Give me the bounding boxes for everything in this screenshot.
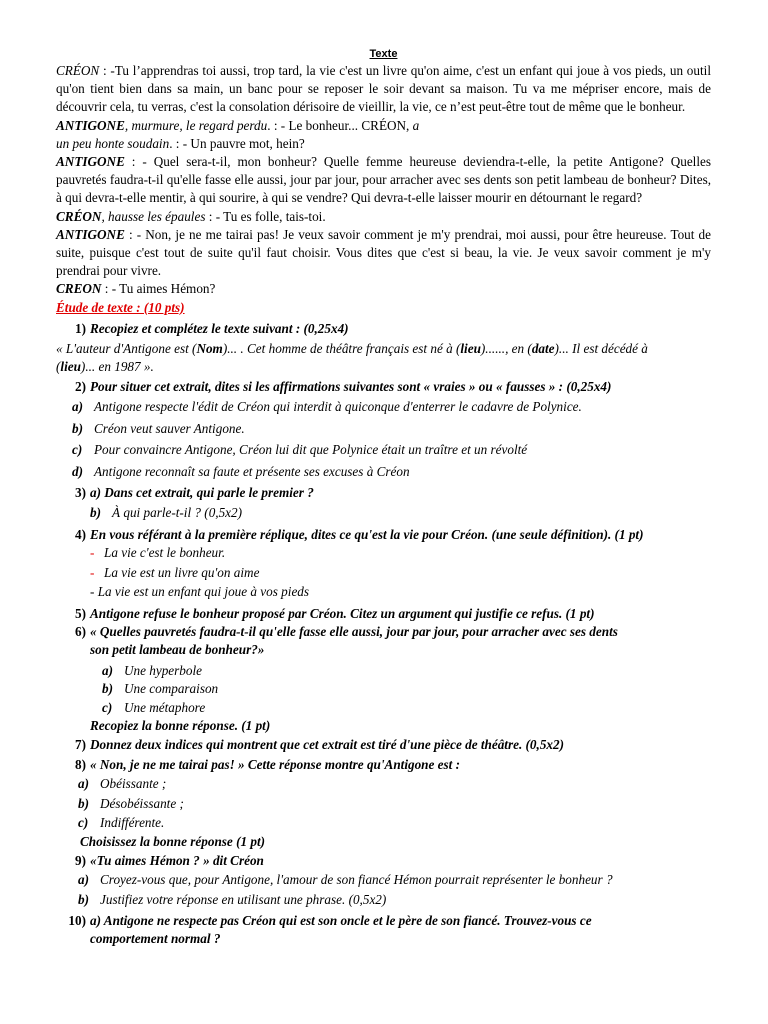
question-2-option-d: [56, 461, 711, 483]
question-number: 8): [75, 757, 86, 773]
question-6-option-a: [56, 662, 711, 681]
question-4-item-1: [56, 544, 711, 562]
study-heading: Étude de texte : (10 pts): [56, 299, 185, 315]
question-5: [56, 605, 711, 623]
text-paragraph-5: [56, 226, 711, 281]
question-3-part-b: [56, 502, 711, 524]
option-text: Antigone reconnaît sa faute et présente ses excuses à Créon: [94, 463, 410, 479]
stage-direction: , hausse les épaules: [101, 208, 206, 224]
option-text: À qui parle-t-il ? (0,5x2): [112, 505, 243, 521]
question-4-item-3: [56, 583, 711, 601]
fill-part: )... . Cet homme de théâtre français est né à (: [222, 340, 461, 356]
instruction-text: Choisissez la bonne réponse (1 pt): [80, 833, 266, 849]
question-1-fill-text: [56, 340, 711, 376]
stage-direction: , murmure, le regard perdu: [124, 117, 268, 133]
question-number: 7): [75, 737, 86, 753]
fill-part: )... Il est décédé à: [554, 340, 648, 356]
option-text: Indifférente.: [100, 815, 165, 831]
speaker-antigone: ANTIGONE: [56, 154, 125, 170]
option-label: a): [78, 871, 89, 887]
document-page: [56, 48, 711, 948]
question-10-continued: [56, 930, 711, 948]
fill-blank: Nom: [196, 340, 223, 356]
text-paragraph-4: [56, 208, 711, 226]
text-paragraph-2: [56, 117, 711, 153]
question-text: En vous référant à la première réplique, dites ce qu'est la vie pour Créon. (une seule définition). (1 pt): [90, 526, 644, 542]
bullet-dash: -: [90, 544, 95, 560]
list-item: La vie c'est le bonheur.: [104, 544, 226, 560]
text-paragraph-3: [56, 153, 711, 208]
question-7: [56, 736, 711, 754]
fill-part: )......, en (: [480, 340, 532, 356]
question-2-option-b: [56, 418, 711, 440]
line-text: : - Quel sera-t-il, mon bonheur? Quelle femme heureuse deviendra-t-elle, la petite Antigone? Quelles pauvretés faudra-t-il qu'elle fasse elle aussi, jour par jour, pour arracher avec ses dents son petit lambeau de bonheur? Dites, à qui devra-t-elle mentir, à qui sourire, à qui se vendre? Qui devra-t-elle laisser mourir en détournant le regard?: [56, 154, 711, 206]
question-1: [56, 320, 711, 338]
question-text: Pour situer cet extrait, dites si les affirmations suivantes sont « vraies » ou « fausses » : (0,25x4): [90, 379, 612, 395]
option-label: b): [102, 681, 113, 697]
list-item: La vie est un livre qu'on aime: [104, 564, 260, 580]
fill-blank: lieu: [460, 340, 481, 356]
question-number: 2): [75, 379, 86, 395]
question-2: [56, 378, 711, 396]
option-label: b): [72, 420, 83, 436]
option-text: Une comparaison: [124, 681, 219, 697]
question-number: 5): [75, 605, 86, 621]
fill-part: « L'auteur d'Antigone est (: [56, 340, 197, 356]
question-10: [56, 912, 711, 930]
question-4: [56, 526, 711, 544]
bullet-dash: -: [90, 564, 95, 580]
question-2-option-c: [56, 439, 711, 461]
option-text: Obéissante ;: [100, 776, 167, 792]
question-text: a) Antigone ne respecte pas Créon qui est son oncle et le père de son fiancé. Trouvez-vous ce: [90, 912, 592, 928]
option-label: c): [78, 815, 89, 831]
question-number: 3): [75, 485, 86, 501]
question-9-option-a: [56, 870, 711, 890]
question-text: Antigone refuse le bonheur proposé par Créon. Citez un argument qui justifie ce refus. (1 pt): [90, 605, 595, 621]
question-6-option-c: [56, 699, 711, 718]
question-text: Recopiez et complétez le texte suivant : (0,25x4): [90, 320, 349, 336]
option-text: Pour convaincre Antigone, Créon lui dit que Polynice était un traître et un révolté: [94, 442, 528, 458]
option-label: c): [72, 442, 83, 458]
option-text: Croyez-vous que, pour Antigone, l'amour de son fiancé Hémon pourrait représenter le bonheur ?: [100, 871, 613, 887]
option-text: Créon veut sauver Antigone.: [94, 420, 245, 436]
line-text: : - Tu es folle, tais-toi.: [205, 208, 326, 224]
question-4-item-2: [56, 562, 711, 583]
option-label: d): [72, 463, 83, 479]
option-label: b): [90, 505, 101, 521]
option-label: b): [78, 795, 89, 811]
question-number: 6): [75, 623, 86, 639]
question-6: [56, 623, 711, 641]
question-text: a) Dans cet extrait, qui parle le premier ?: [90, 485, 314, 501]
question-text: comportement normal ?: [90, 930, 221, 946]
option-text: Antigone respecte l'édit de Créon qui interdit à quiconque d'enterrer le cadavre de Polynice.: [94, 399, 582, 415]
option-text: Une métaphore: [124, 699, 206, 715]
option-label: b): [78, 891, 89, 907]
option-label: c): [102, 699, 113, 715]
question-8-option-a: [56, 774, 711, 794]
speaker-antigone: ANTIGONE: [56, 117, 125, 133]
instruction-text: Recopiez la bonne réponse. (1 pt): [90, 718, 271, 734]
document-title: Texte: [369, 48, 398, 60]
stage-direction: a: [409, 117, 420, 133]
question-9-option-b: [56, 890, 711, 910]
question-number: 4): [75, 526, 86, 542]
fill-part: (: [56, 358, 61, 374]
option-text: Désobéissante ;: [100, 795, 184, 811]
question-2-option-a: [56, 396, 711, 418]
line-text: . : - Un pauvre mot, hein?: [169, 135, 305, 151]
question-text: son petit lambeau de bonheur?»: [90, 641, 265, 657]
line-text: : - Tu aimes Hémon?: [101, 281, 216, 297]
question-8-option-b: [56, 794, 711, 814]
question-3: [56, 484, 711, 502]
study-heading-row: [56, 299, 711, 317]
question-6-instruction: [56, 717, 711, 735]
option-text: Une hyperbole: [124, 662, 202, 678]
question-6-option-b: [56, 680, 711, 699]
line-text: . : - Le bonheur... CRÉON,: [267, 117, 410, 133]
option-label: a): [72, 399, 83, 415]
question-8-option-c: [56, 813, 711, 833]
question-text: «Tu aimes Hémon ? » dit Créon: [90, 852, 264, 868]
option-label: a): [102, 662, 113, 678]
fill-blank: date: [531, 340, 555, 356]
question-number: 1): [75, 320, 86, 336]
question-6-continued: [56, 641, 711, 659]
option-text: Justifiez votre réponse en utilisant une phrase. (0,5x2): [100, 891, 387, 907]
question-text: « Non, je ne me tairai pas! » Cette réponse montre qu'Antigone est :: [90, 757, 460, 773]
speaker-creon: CRÉON: [56, 208, 102, 224]
question-text: « Quelles pauvretés faudra-t-il qu'elle fasse elle aussi, jour par jour, pour arracher avec ses dents: [90, 623, 618, 639]
text-paragraph-1: [56, 62, 711, 117]
question-text: Donnez deux indices qui montrent que cet extrait est tiré d'une pièce de théâtre. (0,5x2): [90, 737, 564, 753]
speaker-antigone: ANTIGONE: [56, 226, 125, 242]
text-paragraph-6: [56, 280, 711, 298]
line-text: : - Non, je ne me tairai pas! Je veux savoir comment je m'y prendrai, moi aussi, pour être heureuse. Tout de suite, puisque c'est tout de suite qu'il faut choisir. Vous dites que c'est si beau, la vie. Je veux savoir comment je m'y prendrai pour vivre.: [56, 226, 711, 279]
question-number: 10): [68, 912, 86, 928]
speaker-creon: CRÉON: [56, 63, 100, 78]
option-label: a): [78, 776, 89, 792]
question-number: 9): [75, 852, 86, 868]
fill-part: )... en 1987 ».: [80, 358, 154, 374]
line-text: : -Tu l’apprendras toi aussi, trop tard, la vie c'est un livre qu'on aime, c'est un enfant qui joue à vos pieds, un outil qu'on tient bien dans sa main, un banc pour se reposer le soir devant sa maison. Tu va me mépriser encore, mais de découvrir cela, tu verras, c'est la consolation dérisoire de vieillir, la vie, ce n’est peut-être tout de même que le bonheur.: [56, 63, 711, 115]
speaker-creon: CREON: [56, 281, 102, 297]
question-8-instruction: [56, 833, 711, 851]
question-8: [56, 756, 711, 774]
fill-blank: lieu: [60, 358, 81, 374]
question-9: [56, 852, 711, 870]
stage-direction: un peu honte soudain: [56, 135, 170, 151]
list-item: - La vie est un enfant qui joue à vos pieds: [90, 583, 310, 599]
